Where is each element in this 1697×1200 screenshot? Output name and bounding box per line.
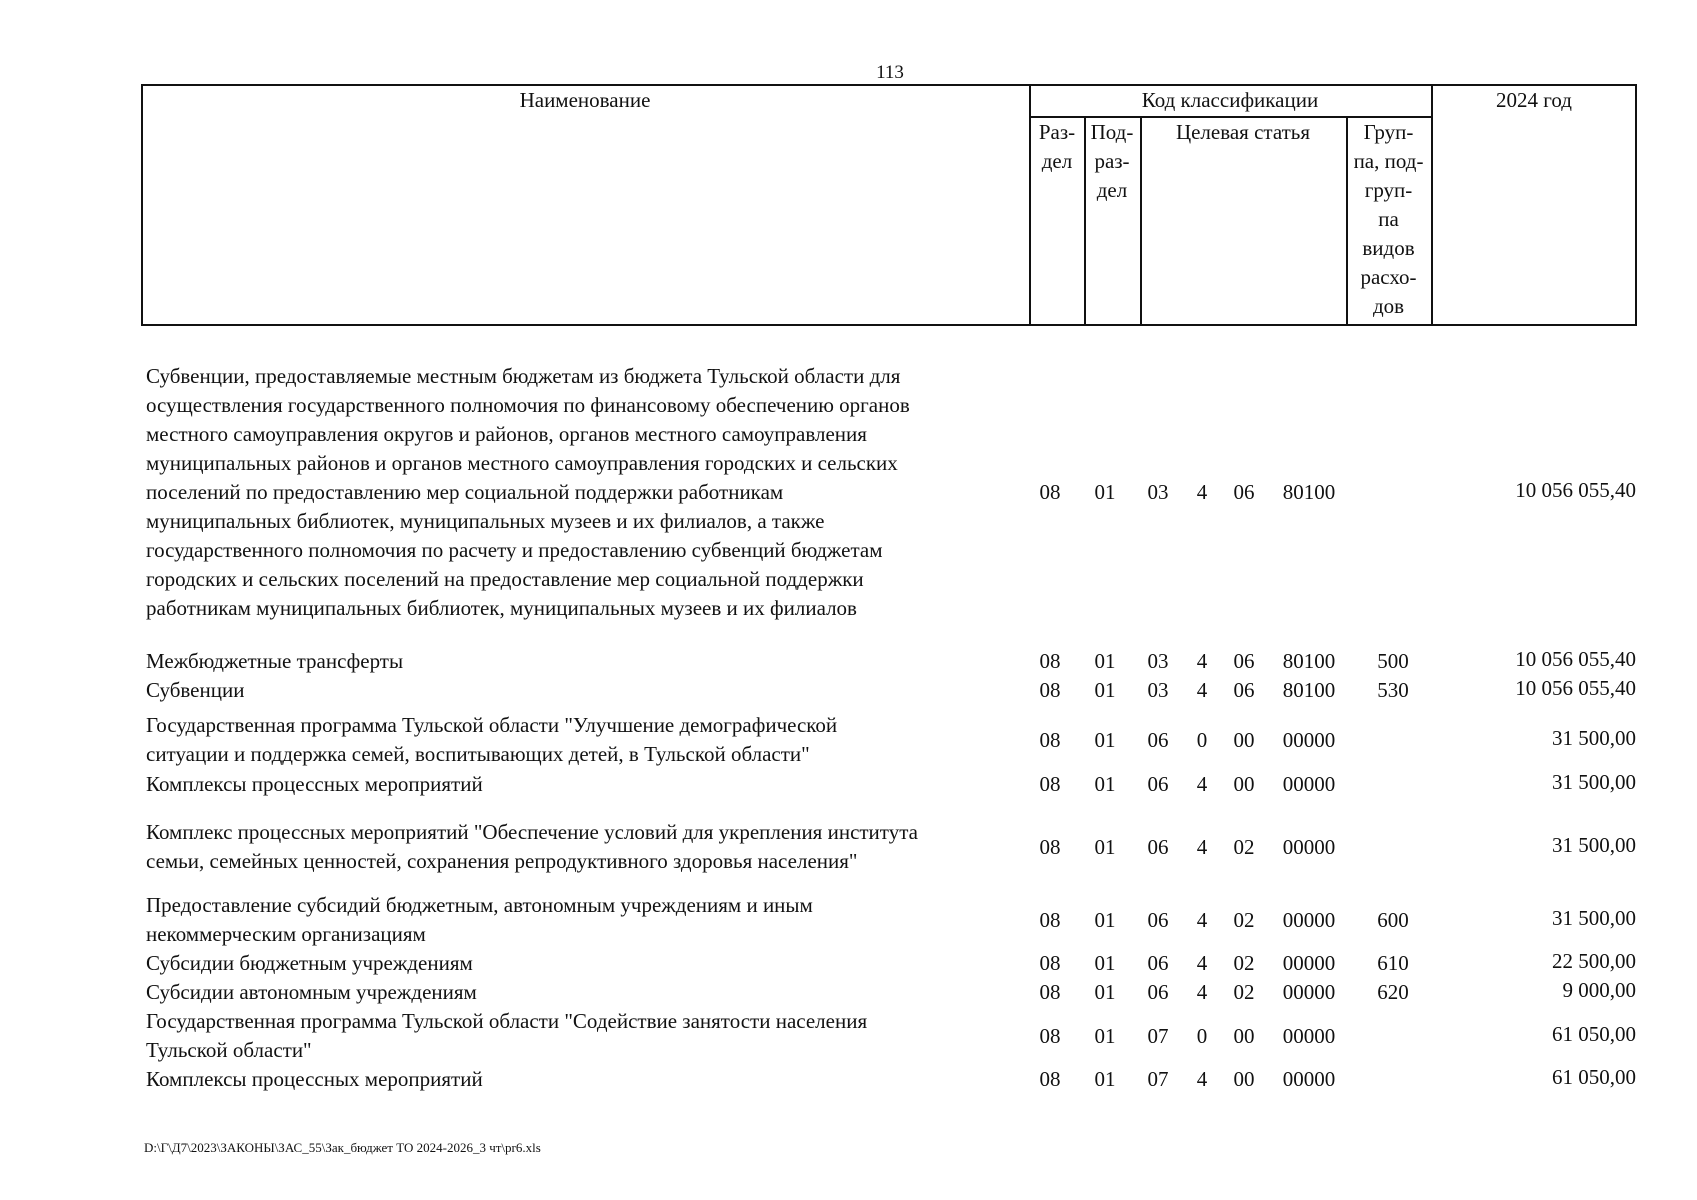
row-code-cs3: 02 <box>1233 907 1255 932</box>
row-code-cs4: 80100 <box>1282 649 1336 673</box>
row-code-cs4: 00000 <box>1282 980 1336 1004</box>
row-code-cs3: 00 <box>1233 1023 1255 1048</box>
row-code-prz: 01 <box>1094 834 1116 859</box>
row-code-cs1: 06 <box>1147 951 1169 975</box>
row-code-cs2: 4 <box>1196 480 1208 504</box>
row-code-cs1: 06 <box>1147 727 1169 752</box>
row-name: Межбюджетные трансферты <box>146 649 404 673</box>
row-code-cs2: 4 <box>1196 980 1208 1004</box>
row-code-cs3: 02 <box>1233 834 1255 859</box>
row-code-cs1: 03 <box>1147 649 1169 673</box>
row-code-cs2: 4 <box>1196 649 1208 673</box>
row-amount: 61 050,00 <box>1552 1021 1636 1046</box>
header-year: 2024 год <box>1496 88 1572 112</box>
row-amount: 31 500,00 <box>1552 905 1636 930</box>
row-code-prz: 01 <box>1094 480 1116 504</box>
row-code-cs3: 06 <box>1233 649 1255 673</box>
footer-file-path: D:\Г\Д7\2023\ЗАКОНЫ\ЗАС_55\Зак_бюджет ТО 2024-2026_3 чт\pr6.xls <box>144 1140 541 1155</box>
row-code-cs2: 4 <box>1196 1067 1208 1091</box>
row-amount: 9 000,00 <box>1562 978 1636 1002</box>
table-row <box>0 676 1697 705</box>
row-code-cs1: 07 <box>1147 1067 1169 1091</box>
row-name: Комплекс процессных мероприятий "Обеспечение условий для укрепления института семьи, семейных ценностей, сохранения репродуктивного здоровья населения" <box>146 820 918 873</box>
row-code-prz: 01 <box>1094 727 1116 752</box>
table-row <box>0 1007 1697 1065</box>
row-name: Предоставление субсидий бюджетным, автономным учреждениям и иным некоммерческим организациям <box>146 893 813 946</box>
row-amount: 31 500,00 <box>1552 725 1636 750</box>
row-name: Государственная программа Тульской области "Содействие занятости населения Тульской области" <box>146 1009 868 1062</box>
row-code-cs4: 00000 <box>1282 772 1336 796</box>
row-code-cs3: 00 <box>1233 727 1255 752</box>
row-code-prz: 01 <box>1094 907 1116 932</box>
row-code-cs4: 00000 <box>1282 1067 1336 1091</box>
row-code-cs3: 00 <box>1233 772 1255 796</box>
row-code-cs1: 06 <box>1147 980 1169 1004</box>
row-amount: 22 500,00 <box>1552 949 1636 973</box>
table-row <box>0 978 1697 1007</box>
header-expense-group: Груп- па, под- груп- па видов расхо- дов <box>1353 120 1424 318</box>
row-code-prz: 01 <box>1094 1023 1116 1048</box>
row-code-cs1: 06 <box>1147 772 1169 796</box>
row-code-rz: 08 <box>1039 980 1061 1004</box>
row-code-rz: 08 <box>1039 951 1061 975</box>
row-code-cs3: 00 <box>1233 1067 1255 1091</box>
row-code-cs1: 07 <box>1147 1023 1169 1048</box>
row-amount: 10 056 055,40 <box>1515 647 1636 671</box>
row-code-vr: 500 <box>1377 649 1409 673</box>
row-amount: 61 050,00 <box>1552 1065 1636 1089</box>
header-section: Раз- дел <box>1038 120 1076 173</box>
row-code-rz: 08 <box>1039 727 1061 752</box>
row-name: Субсидии автономным учреждениям <box>146 980 477 1004</box>
row-code-vr: 530 <box>1377 678 1409 702</box>
row-code-cs2: 4 <box>1196 907 1208 932</box>
row-code-cs2: 4 <box>1196 678 1208 702</box>
row-code-vr: 600 <box>1377 907 1409 932</box>
page-number: 113 <box>876 62 904 83</box>
row-code-cs1: 06 <box>1147 907 1169 932</box>
table-row <box>0 949 1697 978</box>
row-code-cs3: 06 <box>1233 678 1255 702</box>
row-code-cs4: 80100 <box>1282 678 1336 702</box>
row-code-prz: 01 <box>1094 1067 1116 1091</box>
row-name: Субсидии бюджетным учреждениям <box>146 951 473 975</box>
row-code-cs4: 80100 <box>1282 480 1336 504</box>
header-subsection: Под- раз- дел <box>1090 120 1134 202</box>
row-name: Государственная программа Тульской области "Улучшение демографической ситуации и поддержка семей, воспитывающих детей, в Тульской области" <box>146 713 838 766</box>
row-code-cs2: 4 <box>1196 834 1208 859</box>
row-code-rz: 08 <box>1039 772 1061 796</box>
row-code-rz: 08 <box>1039 649 1061 673</box>
row-code-vr: 620 <box>1377 980 1409 1004</box>
row-code-rz: 08 <box>1039 480 1061 504</box>
row-code-rz: 08 <box>1039 1067 1061 1091</box>
row-code-cs4: 00000 <box>1282 907 1336 932</box>
row-code-cs4: 00000 <box>1282 1023 1336 1048</box>
row-code-cs4: 00000 <box>1282 834 1336 859</box>
row-code-rz: 08 <box>1039 678 1061 702</box>
row-code-rz: 08 <box>1039 1023 1061 1048</box>
row-code-cs3: 02 <box>1233 980 1255 1004</box>
row-name: Комплексы процессных мероприятий <box>146 772 483 796</box>
table-row <box>0 1065 1697 1094</box>
row-code-cs4: 00000 <box>1282 951 1336 975</box>
row-code-cs3: 06 <box>1233 480 1255 504</box>
row-code-cs1: 03 <box>1147 678 1169 702</box>
row-code-cs2: 4 <box>1196 951 1208 975</box>
row-code-cs2: 4 <box>1196 772 1208 796</box>
table-row <box>0 362 1697 623</box>
row-code-prz: 01 <box>1094 951 1116 975</box>
row-code-cs1: 03 <box>1147 480 1169 504</box>
row-amount: 31 500,00 <box>1552 832 1636 857</box>
table-row <box>0 818 1697 876</box>
row-code-cs2: 0 <box>1196 727 1208 752</box>
row-amount: 31 500,00 <box>1552 770 1636 794</box>
row-code-vr: 610 <box>1377 951 1409 975</box>
row-name: Субвенции, предоставляемые местным бюджетам из бюджета Тульской области для осуществления государственного полномочия по финансовому обеспечению органов местного самоуправления округов и районов, органов местного самоуправления муниципальных районов и органов местного самоуправления городских и сельских поселений по предоставлению мер социальной поддержки работникам муниципальных библиотек, муниципальных музеев и их филиалов, а также государственного полномочия по расчету и предоставлению субвенций бюджетам городских и сельских поселений на предоставление мер социальной поддержки работникам муниципальных библиотек, муниципальных музеев и их филиалов <box>146 364 910 620</box>
row-amount: 10 056 055,40 <box>1515 478 1636 502</box>
row-code-cs1: 06 <box>1147 834 1169 859</box>
row-code-cs2: 0 <box>1196 1023 1208 1048</box>
row-code-prz: 01 <box>1094 649 1116 673</box>
row-code-prz: 01 <box>1094 980 1116 1004</box>
row-name: Комплексы процессных мероприятий <box>146 1067 483 1091</box>
row-name: Субвенции <box>146 678 245 702</box>
row-code-cs4: 00000 <box>1282 727 1336 752</box>
row-code-rz: 08 <box>1039 907 1061 932</box>
table-row <box>0 891 1697 949</box>
row-code-prz: 01 <box>1094 772 1116 796</box>
row-code-cs3: 02 <box>1233 951 1255 975</box>
header-code-group: Код классификации <box>1141 88 1319 112</box>
table-row <box>0 711 1697 769</box>
table-row <box>0 770 1697 799</box>
header-target-article: Целевая статья <box>1175 120 1311 144</box>
row-code-rz: 08 <box>1039 834 1061 859</box>
header-name: Наименование <box>519 88 651 112</box>
row-code-prz: 01 <box>1094 678 1116 702</box>
row-amount: 10 056 055,40 <box>1515 676 1636 700</box>
table-row <box>0 647 1697 676</box>
